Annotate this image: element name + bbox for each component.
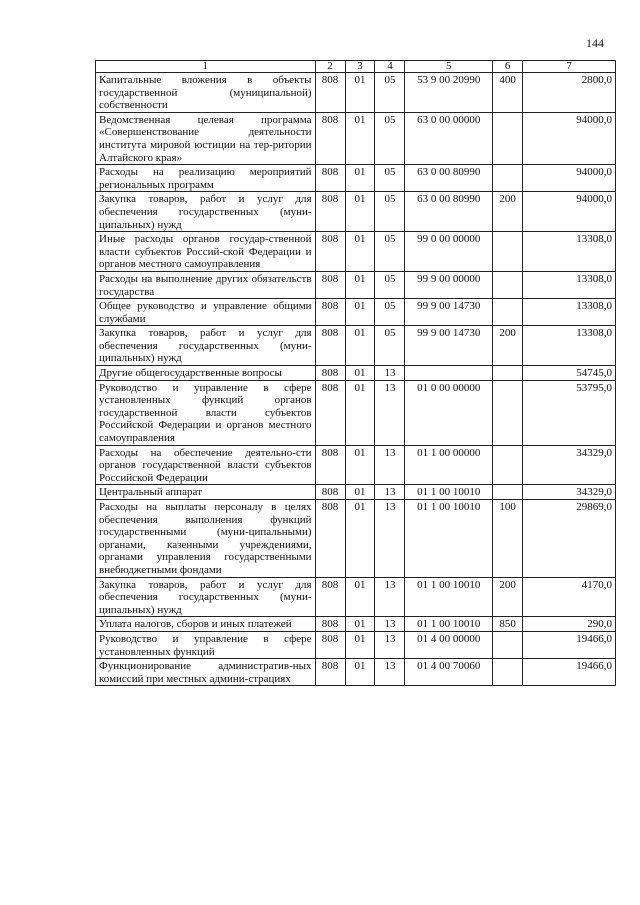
cell-section: 01 — [345, 617, 375, 632]
cell-subsection: 13 — [375, 380, 405, 445]
table-header-row — [96, 61, 616, 73]
cell-expense-type — [493, 366, 523, 381]
cell-expense-type — [493, 232, 523, 272]
cell-admin-code: 808 — [315, 112, 345, 164]
cell-expense-type: 850 — [493, 617, 523, 632]
table-row — [96, 366, 616, 381]
cell-subsection: 05 — [375, 326, 405, 366]
cell-admin-code: 808 — [315, 659, 345, 686]
table-row — [96, 112, 616, 164]
cell-target-article — [405, 366, 493, 381]
cell-expense-type — [493, 445, 523, 485]
cell-target-article: 01 1 00 10010 — [405, 617, 493, 632]
cell-target-article: 99 9 00 14730 — [405, 299, 493, 326]
cell-admin-code: 808 — [315, 577, 345, 617]
cell-target-article: 01 1 00 10010 — [405, 485, 493, 500]
cell-subsection: 05 — [375, 232, 405, 272]
cell-name: Иные расходы органов государ-ственной власти субъектов Россий-ской Федерации и органов местного самоуправления — [96, 232, 316, 272]
cell-target-article: 53 9 00 20990 — [405, 73, 493, 113]
cell-expense-type — [493, 380, 523, 445]
cell-name: Ведомственная целевая программа «Совершенствование деятельности института мировой юстиции на тер-ритории Алтайского края» — [96, 112, 316, 164]
cell-section: 01 — [345, 380, 375, 445]
cell-admin-code: 808 — [315, 500, 345, 578]
cell-section: 01 — [345, 485, 375, 500]
cell-name: Капитальные вложения в объекты государственной (муниципальной) собственности — [96, 73, 316, 113]
cell-section: 01 — [345, 577, 375, 617]
cell-admin-code: 808 — [315, 485, 345, 500]
cell-amount: 34329,0 — [523, 445, 616, 485]
cell-expense-type: 200 — [493, 577, 523, 617]
cell-admin-code: 808 — [315, 617, 345, 632]
cell-admin-code: 808 — [315, 326, 345, 366]
table-row — [96, 165, 616, 192]
page-number: 144 — [586, 36, 604, 50]
cell-name: Расходы на выполнение других обязательств государства — [96, 271, 316, 298]
cell-expense-type: 200 — [493, 192, 523, 232]
cell-amount: 290,0 — [523, 617, 616, 632]
cell-target-article: 99 9 00 14730 — [405, 326, 493, 366]
table-row — [96, 73, 616, 113]
cell-name: Центральный аппарат — [96, 485, 316, 500]
cell-name: Закупка товаров, работ и услуг для обеспечения государственных (муни-ципальных) нужд — [96, 326, 316, 366]
cell-subsection: 05 — [375, 299, 405, 326]
column-header: 7 — [523, 61, 616, 73]
column-header: 2 — [315, 61, 345, 73]
cell-amount: 54745,0 — [523, 366, 616, 381]
cell-subsection: 05 — [375, 73, 405, 113]
table-row — [96, 577, 616, 617]
cell-expense-type — [493, 165, 523, 192]
cell-amount: 13308,0 — [523, 232, 616, 272]
cell-amount: 94000,0 — [523, 112, 616, 164]
cell-admin-code: 808 — [315, 299, 345, 326]
cell-subsection: 05 — [375, 112, 405, 164]
cell-name: Закупка товаров, работ и услуг для обеспечения государственных (муни-ципальных) нужд — [96, 577, 316, 617]
cell-expense-type — [493, 485, 523, 500]
cell-subsection: 13 — [375, 617, 405, 632]
cell-target-article: 63 0 00 00000 — [405, 112, 493, 164]
cell-subsection: 13 — [375, 659, 405, 686]
table-body — [96, 73, 616, 686]
cell-name: Руководство и управление в сфере установленных функций органов государственной власти субъектов Российской Федерации и органов местного самоуправления — [96, 380, 316, 445]
table-row — [96, 631, 616, 658]
cell-amount: 13308,0 — [523, 299, 616, 326]
cell-section: 01 — [345, 299, 375, 326]
table-row — [96, 617, 616, 632]
cell-subsection: 13 — [375, 366, 405, 381]
cell-admin-code: 808 — [315, 366, 345, 381]
cell-subsection: 05 — [375, 192, 405, 232]
cell-section: 01 — [345, 445, 375, 485]
cell-subsection: 13 — [375, 577, 405, 617]
cell-name: Расходы на обеспечение деятельно-сти органов государственной власти субъектов Российской Федерации — [96, 445, 316, 485]
cell-name: Закупка товаров, работ и услуг для обеспечения государственных (муни-ципальных) нужд — [96, 192, 316, 232]
table-row — [96, 232, 616, 272]
cell-admin-code: 808 — [315, 165, 345, 192]
column-header: 3 — [345, 61, 375, 73]
cell-target-article: 99 9 00 00000 — [405, 271, 493, 298]
cell-expense-type — [493, 299, 523, 326]
column-header: 5 — [405, 61, 493, 73]
cell-amount: 4170,0 — [523, 577, 616, 617]
table-row — [96, 445, 616, 485]
cell-amount: 53795,0 — [523, 380, 616, 445]
cell-subsection: 13 — [375, 631, 405, 658]
cell-subsection: 13 — [375, 500, 405, 578]
cell-subsection: 13 — [375, 445, 405, 485]
table-row — [96, 271, 616, 298]
cell-admin-code: 808 — [315, 73, 345, 113]
cell-name: Расходы на выплаты персоналу в целях обеспечения выполнения функций государственными (муни-ципальными) органами, казенными учреждениями, органами управления государственными внебюджетными фондами — [96, 500, 316, 578]
cell-admin-code: 808 — [315, 631, 345, 658]
cell-amount: 13308,0 — [523, 326, 616, 366]
cell-section: 01 — [345, 165, 375, 192]
table-row — [96, 299, 616, 326]
cell-section: 01 — [345, 326, 375, 366]
column-header: 4 — [375, 61, 405, 73]
table-row — [96, 659, 616, 686]
cell-admin-code: 808 — [315, 192, 345, 232]
cell-admin-code: 808 — [315, 380, 345, 445]
budget-table — [95, 60, 616, 686]
cell-name: Руководство и управление в сфере установленных функций — [96, 631, 316, 658]
cell-name: Расходы на реализацию мероприятий региональных программ — [96, 165, 316, 192]
cell-expense-type — [493, 659, 523, 686]
cell-name: Другие общегосударственные вопросы — [96, 366, 316, 381]
table-row — [96, 500, 616, 578]
cell-expense-type — [493, 271, 523, 298]
cell-section: 01 — [345, 112, 375, 164]
cell-section: 01 — [345, 631, 375, 658]
table-row — [96, 485, 616, 500]
cell-section: 01 — [345, 192, 375, 232]
cell-section: 01 — [345, 659, 375, 686]
cell-name: Уплата налогов, сборов и иных платежей — [96, 617, 316, 632]
cell-subsection: 13 — [375, 485, 405, 500]
cell-amount: 94000,0 — [523, 165, 616, 192]
cell-amount: 34329,0 — [523, 485, 616, 500]
cell-target-article: 01 4 00 00000 — [405, 631, 493, 658]
cell-expense-type: 400 — [493, 73, 523, 113]
cell-target-article: 63 0 00 80990 — [405, 165, 493, 192]
cell-amount: 19466,0 — [523, 659, 616, 686]
cell-section: 01 — [345, 500, 375, 578]
cell-target-article: 99 0 00 00000 — [405, 232, 493, 272]
cell-name: Общее руководство и управление общими службами — [96, 299, 316, 326]
cell-subsection: 05 — [375, 165, 405, 192]
cell-admin-code: 808 — [315, 232, 345, 272]
table-row — [96, 326, 616, 366]
cell-section: 01 — [345, 366, 375, 381]
cell-name: Функционирование административ-ных комиссий при местных админи-страциях — [96, 659, 316, 686]
column-header: 1 — [96, 61, 316, 73]
cell-section: 01 — [345, 73, 375, 113]
cell-amount: 94000,0 — [523, 192, 616, 232]
cell-admin-code: 808 — [315, 271, 345, 298]
cell-target-article: 01 1 00 10010 — [405, 500, 493, 578]
cell-target-article: 01 0 00 00000 — [405, 380, 493, 445]
cell-target-article: 01 1 00 10010 — [405, 577, 493, 617]
cell-target-article: 01 1 00 00000 — [405, 445, 493, 485]
table-row — [96, 192, 616, 232]
cell-target-article: 63 0 00 80990 — [405, 192, 493, 232]
cell-admin-code: 808 — [315, 445, 345, 485]
cell-amount: 19466,0 — [523, 631, 616, 658]
cell-amount: 2800,0 — [523, 73, 616, 113]
cell-expense-type: 200 — [493, 326, 523, 366]
cell-expense-type: 100 — [493, 500, 523, 578]
cell-expense-type — [493, 112, 523, 164]
table-row — [96, 380, 616, 445]
cell-amount: 13308,0 — [523, 271, 616, 298]
cell-subsection: 05 — [375, 271, 405, 298]
cell-target-article: 01 4 00 70060 — [405, 659, 493, 686]
cell-section: 01 — [345, 271, 375, 298]
cell-section: 01 — [345, 232, 375, 272]
cell-amount: 29869,0 — [523, 500, 616, 578]
column-header: 6 — [493, 61, 523, 73]
cell-expense-type — [493, 631, 523, 658]
